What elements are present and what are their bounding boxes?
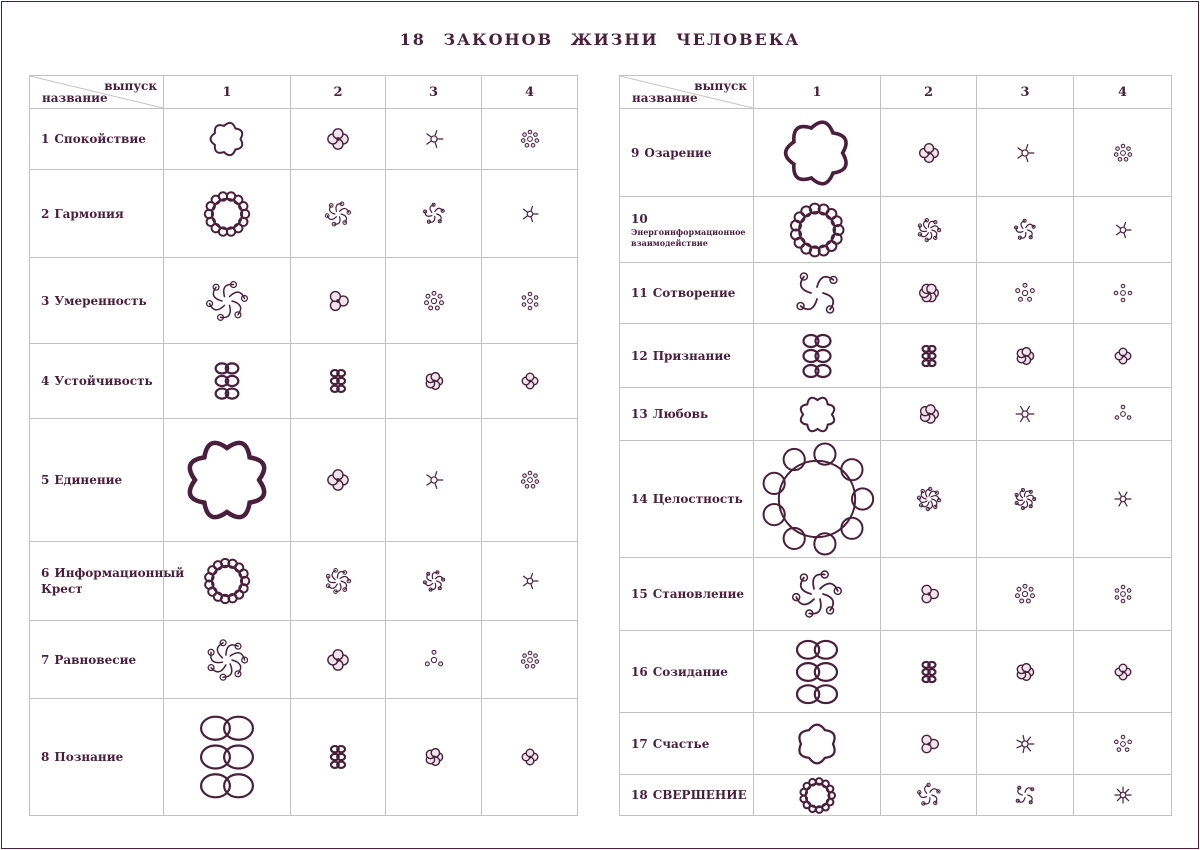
umerennost-3-icon — [423, 290, 445, 312]
table-row — [30, 699, 578, 816]
law-number: 9 — [631, 145, 640, 160]
symbol-cell — [1074, 109, 1172, 197]
law-name-cell — [620, 324, 754, 388]
symbol-cell — [977, 441, 1074, 558]
law-number: 2 — [41, 206, 50, 221]
garmonia-2-icon — [325, 201, 351, 227]
energo-4-icon — [1113, 220, 1133, 240]
info-krest-4-icon — [520, 571, 540, 591]
symbol-cell — [1074, 631, 1172, 713]
page-title: 18 ЗАКОНОВ ЖИЗНИ ЧЕЛОВЕКА — [399, 30, 801, 49]
table-row — [30, 344, 578, 419]
symbol-cell — [754, 631, 881, 713]
law-number: 15 — [631, 587, 648, 601]
garmonia-3-icon — [423, 203, 445, 225]
symbol-cell — [386, 621, 482, 699]
law-name: Созидание — [652, 664, 728, 679]
symbol-cell — [482, 109, 578, 170]
umerennost-2-icon — [325, 288, 351, 314]
symbol-cell — [164, 109, 291, 170]
lubov-2-icon — [917, 402, 941, 426]
law-number: 7 — [41, 652, 50, 667]
info-krest-2-icon — [325, 568, 351, 594]
symbol-cell — [482, 344, 578, 419]
table-header-row — [620, 76, 1172, 109]
law-name-cell — [30, 542, 185, 621]
table-row — [620, 388, 1172, 441]
table-row — [30, 109, 578, 170]
law-name: Познание — [54, 750, 124, 764]
symbol-cell — [386, 699, 482, 816]
law-number: 3 — [41, 293, 50, 308]
table-row — [620, 109, 1172, 197]
table-row — [620, 197, 1172, 263]
table-row — [30, 258, 578, 344]
poznanie-1-icon — [179, 709, 275, 805]
symbol-cell — [164, 170, 291, 258]
law-name-line2: Крест — [41, 582, 83, 596]
laws-table-left — [29, 75, 578, 816]
law-number: 4 — [41, 374, 50, 388]
svershenie-4-icon — [1113, 785, 1133, 805]
symbol-cell — [977, 558, 1074, 631]
umerennost-1-icon — [206, 280, 248, 322]
law-name-cell — [620, 197, 754, 263]
table-row — [620, 775, 1172, 816]
celostnost-3-icon — [1014, 488, 1036, 510]
law-number: 18 — [631, 788, 648, 802]
law-number: 12 — [631, 348, 648, 363]
priznanie-1-icon — [792, 331, 842, 381]
symbol-cell — [386, 109, 482, 170]
ozarenie-2-icon — [917, 141, 941, 165]
law-name: Умеренность — [54, 293, 147, 308]
table-row — [620, 631, 1172, 713]
header-corner-cell — [30, 76, 164, 109]
symbol-cell — [1074, 197, 1172, 263]
symbol-cell — [977, 388, 1074, 441]
symbol-cell — [164, 258, 291, 344]
law-number: 8 — [41, 750, 50, 764]
symbol-cell — [754, 713, 881, 775]
umerennost-4-icon — [520, 291, 540, 311]
poznanie-3-icon — [423, 746, 445, 768]
schastie-3-icon — [1014, 733, 1036, 755]
stanovlenie-3-icon — [1014, 583, 1036, 605]
stanovlenie-4-icon — [1113, 584, 1133, 604]
law-name-cell — [30, 258, 164, 344]
symbol-cell — [164, 621, 291, 699]
garmonia-4-icon — [520, 204, 540, 224]
symbol-cell — [1074, 558, 1172, 631]
table-header-row — [30, 76, 578, 109]
sotvorenie-3-icon — [1014, 282, 1036, 304]
symbol-cell — [291, 109, 386, 170]
ozarenie-4-icon — [1113, 143, 1133, 163]
law-name: Целостность — [652, 492, 743, 506]
law-name: Информационный — [54, 566, 185, 580]
priznanie-2-icon — [917, 344, 941, 368]
sozidanie-1-icon — [780, 635, 854, 709]
law-name-cell — [30, 699, 164, 816]
symbol-cell — [291, 419, 386, 542]
garmonia-1-icon — [206, 193, 248, 235]
symbol-cell — [881, 631, 977, 713]
table-row — [30, 170, 578, 258]
symbol-cell — [977, 775, 1074, 816]
law-number: 6 — [41, 566, 50, 580]
celostnost-4-icon — [1113, 489, 1133, 509]
info-krest-1-icon — [206, 560, 248, 602]
spokoystvie-2-icon — [325, 126, 351, 152]
edinenie-1-icon — [177, 430, 277, 530]
law-name: Единение — [54, 473, 123, 487]
symbol-cell — [881, 558, 977, 631]
law-name-cell — [30, 419, 164, 542]
symbol-cell — [1074, 441, 1172, 558]
symbol-cell — [1074, 324, 1172, 388]
symbol-cell — [291, 699, 386, 816]
svershenie-1-icon — [801, 779, 834, 812]
symbol-cell — [291, 344, 386, 419]
schastie-1-icon — [792, 719, 842, 769]
ustoychivost-3-icon — [423, 370, 445, 392]
column-header-4: 4 — [1074, 76, 1172, 109]
svershenie-2-icon — [917, 783, 941, 807]
priznanie-4-icon — [1113, 346, 1133, 366]
symbol-cell — [754, 197, 881, 263]
table-row — [620, 263, 1172, 324]
schastie-4-icon — [1113, 734, 1133, 754]
stanovlenie-1-icon — [792, 569, 842, 619]
energo-3-icon — [1014, 219, 1036, 241]
column-header-3: 3 — [386, 76, 482, 109]
law-name: Счастье — [652, 736, 710, 751]
ozarenie-3-icon — [1014, 142, 1036, 164]
laws-table-right — [619, 75, 1172, 816]
symbol-cell — [754, 109, 881, 197]
law-name-cell — [620, 713, 754, 775]
symbol-cell — [386, 419, 482, 542]
law-name-cell — [620, 631, 754, 713]
celostnost-2-icon — [917, 487, 941, 511]
law-number: 16 — [631, 664, 648, 679]
symbol-cell — [977, 324, 1074, 388]
symbol-cell — [386, 258, 482, 344]
symbol-cell — [881, 713, 977, 775]
header-corner-cell — [620, 76, 754, 109]
symbol-cell — [291, 621, 386, 699]
symbol-cell — [482, 170, 578, 258]
lubov-3-icon — [1014, 403, 1036, 425]
edinenie-4-icon — [520, 470, 540, 490]
symbol-cell — [754, 388, 881, 441]
edinenie-3-icon — [423, 469, 445, 491]
law-number: 17 — [631, 736, 648, 751]
law-number: 5 — [41, 473, 50, 487]
symbol-cell — [881, 441, 977, 558]
symbol-cell — [977, 263, 1074, 324]
lubov-4-icon — [1113, 404, 1133, 424]
spokoystvie-4-icon — [520, 129, 540, 149]
symbol-cell — [1074, 263, 1172, 324]
ravnovesie-4-icon — [520, 650, 540, 670]
symbol-cell — [1074, 775, 1172, 816]
symbol-cell — [977, 631, 1074, 713]
symbol-cell — [482, 699, 578, 816]
symbol-cell — [291, 542, 386, 621]
symbol-cell — [482, 621, 578, 699]
law-name-cell — [620, 263, 754, 324]
stanovlenie-2-icon — [917, 582, 941, 606]
table-row — [30, 542, 578, 621]
celostnost-1-icon — [764, 446, 870, 552]
symbol-cell — [754, 441, 881, 558]
column-header-1: 1 — [754, 76, 881, 109]
symbol-cell — [881, 109, 977, 197]
ustoychivost-1-icon — [206, 360, 248, 402]
law-name: Признание — [652, 348, 731, 363]
law-name-cell — [30, 621, 164, 699]
symbol-cell — [754, 324, 881, 388]
symbol-cell — [164, 419, 291, 542]
law-name: Устойчивость — [54, 374, 153, 388]
law-name-cell — [620, 388, 754, 441]
sozidanie-3-icon — [1014, 661, 1036, 683]
table-row — [620, 558, 1172, 631]
ravnovesie-3-icon — [423, 649, 445, 671]
poznanie-2-icon — [325, 744, 351, 770]
energo-2-icon — [917, 218, 941, 242]
law-name: Становление — [652, 587, 745, 601]
symbol-cell — [754, 775, 881, 816]
column-header-1: 1 — [164, 76, 291, 109]
symbol-cell — [164, 699, 291, 816]
table-row — [30, 419, 578, 542]
symbol-cell — [881, 263, 977, 324]
spokoystvie-3-icon — [423, 128, 445, 150]
symbol-cell — [977, 713, 1074, 775]
symbol-cell — [977, 197, 1074, 263]
symbol-cell — [881, 324, 977, 388]
symbol-cell — [1074, 713, 1172, 775]
law-number: 10 — [631, 211, 648, 226]
symbol-cell — [386, 542, 482, 621]
law-number: 1 — [41, 132, 50, 146]
sozidanie-4-icon — [1113, 662, 1133, 682]
lubov-1-icon — [795, 392, 840, 437]
symbol-cell — [1074, 388, 1172, 441]
energo-1-icon — [792, 205, 842, 255]
symbol-cell — [482, 542, 578, 621]
law-number: 11 — [631, 286, 648, 300]
symbol-cell — [881, 775, 977, 816]
edinenie-2-icon — [325, 467, 351, 493]
symbol-cell — [386, 170, 482, 258]
ustoychivost-2-icon — [325, 368, 351, 394]
law-name: Равновесие — [54, 652, 137, 667]
info-krest-3-icon — [423, 570, 445, 592]
table-row — [620, 713, 1172, 775]
column-header-3: 3 — [977, 76, 1074, 109]
schastie-2-icon — [917, 732, 941, 756]
law-name: Любовь — [652, 407, 709, 421]
symbol-cell — [164, 542, 291, 621]
symbol-cell — [482, 419, 578, 542]
symbol-cell — [291, 170, 386, 258]
table-row — [620, 324, 1172, 388]
law-name-cell — [620, 558, 754, 631]
law-name: Сотворение — [652, 286, 736, 300]
law-name: СВЕРШЕНИЕ — [652, 788, 747, 802]
sotvorenie-1-icon — [792, 268, 842, 318]
sotvorenie-4-icon — [1113, 283, 1133, 303]
symbol-cell — [291, 258, 386, 344]
law-name-cell — [620, 775, 754, 816]
header-nazvanie-label: название — [42, 91, 108, 105]
sotvorenie-2-icon — [917, 281, 941, 305]
law-name-cell — [30, 170, 164, 258]
law-name-line2: взаимодействие — [631, 237, 708, 248]
table-row — [620, 441, 1172, 558]
ravnovesie-1-icon — [206, 639, 248, 681]
law-name: Спокойствие — [54, 132, 146, 146]
symbol-cell — [164, 344, 291, 419]
header-nazvanie-label: название — [632, 91, 698, 105]
law-name-cell — [30, 109, 164, 170]
ustoychivost-4-icon — [520, 371, 540, 391]
symbol-cell — [754, 558, 881, 631]
column-header-4: 4 — [482, 76, 578, 109]
poznanie-4-icon — [520, 747, 540, 767]
symbol-cell — [754, 263, 881, 324]
column-header-2: 2 — [291, 76, 386, 109]
law-number: 13 — [631, 407, 648, 421]
symbol-cell — [881, 388, 977, 441]
symbol-cell — [386, 344, 482, 419]
table-row — [30, 621, 578, 699]
ravnovesie-2-icon — [325, 647, 351, 673]
sozidanie-2-icon — [917, 660, 941, 684]
symbol-cell — [881, 197, 977, 263]
column-header-2: 2 — [881, 76, 977, 109]
priznanie-3-icon — [1014, 345, 1036, 367]
law-name-cell — [620, 441, 754, 558]
header-vypusk-label: выпуск — [694, 79, 747, 93]
symbol-cell — [482, 258, 578, 344]
law-name: Энергоинформационное — [631, 226, 746, 237]
law-name-cell — [620, 109, 754, 197]
law-name-cell — [30, 344, 164, 419]
law-number: 14 — [631, 492, 648, 506]
svershenie-3-icon — [1014, 784, 1036, 806]
law-name: Озарение — [644, 145, 712, 160]
law-name: Гармония — [54, 206, 124, 221]
symbol-cell — [977, 109, 1074, 197]
header-vypusk-label: выпуск — [104, 79, 157, 93]
spokoystvie-1-icon — [206, 118, 248, 160]
ozarenie-1-icon — [777, 113, 857, 193]
